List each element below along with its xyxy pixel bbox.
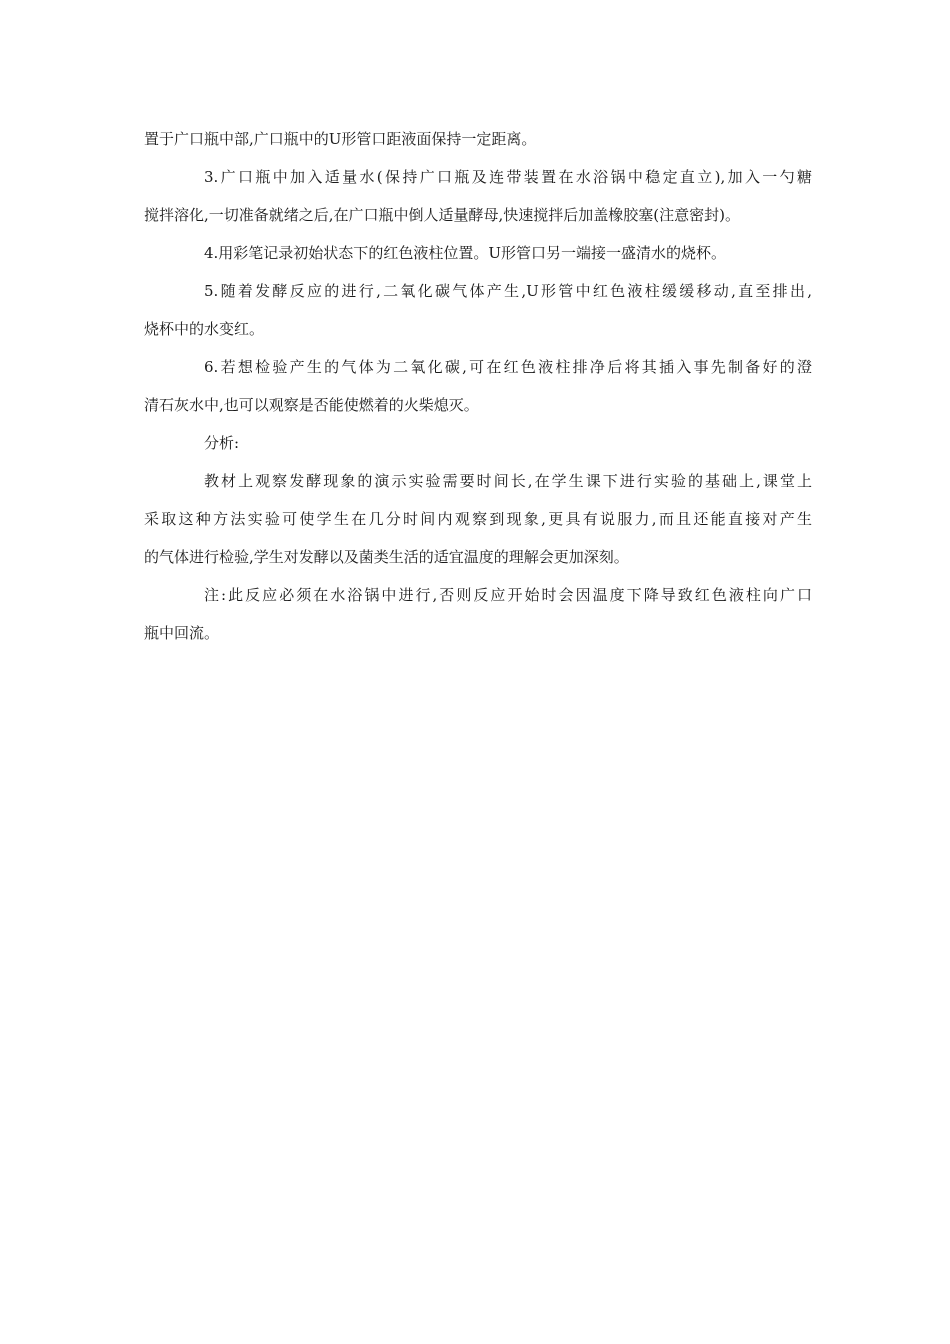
step-6-line-1: 6.若想检验产生的气体为二氧化碳,可在红色液柱排净后将其插入事先制备好的澄 [204, 358, 812, 376]
analysis-line-3: 的气体进行检验,学生对发酵以及菌类生活的适宜温度的理解会更加深刻。 [144, 548, 629, 566]
note-line-1: 注:此反应必须在水浴锅中进行,否则反应开始时会因温度下降导致红色液柱向广口 [204, 586, 812, 604]
step-5-line-2: 烧杯中的水变红。 [144, 320, 265, 338]
step-5-line-1: 5.随着发酵反应的进行,二氧化碳气体产生,U形管中红色液柱缓缓移动,直至排出, [204, 282, 812, 300]
step-3-line-2: 搅拌溶化,一切准备就绪之后,在广口瓶中倒人适量酵母,快速搅拌后加盖橡胶塞(注意密封)。 [144, 206, 741, 224]
analysis-heading: 分析: [204, 434, 240, 452]
step-4-line: 4.用彩笔记录初始状态下的红色液柱位置。U形管口另一端接一盛清水的烧杯。 [204, 244, 726, 262]
text-line-1: 置于广口瓶中部,广口瓶中的U形管口距液面保持一定距离。 [144, 130, 537, 148]
step-6-line-2: 清石灰水中,也可以观察是否能使燃着的火柴熄灭。 [144, 396, 479, 414]
document-body [144, 120, 812, 652]
analysis-line-2: 采取这种方法实验可使学生在几分时间内观察到现象,更具有说服力,而且还能直接对产生 [144, 510, 812, 528]
note-line-2: 瓶中回流。 [144, 624, 220, 642]
step-3-line-1: 3.广口瓶中加入适量水(保持广口瓶及连带装置在水浴锅中稳定直立),加入一勺糖 [204, 168, 812, 186]
analysis-line-1: 教材上观察发酵现象的演示实验需要时间长,在学生课下进行实验的基础上,课堂上 [204, 472, 812, 490]
